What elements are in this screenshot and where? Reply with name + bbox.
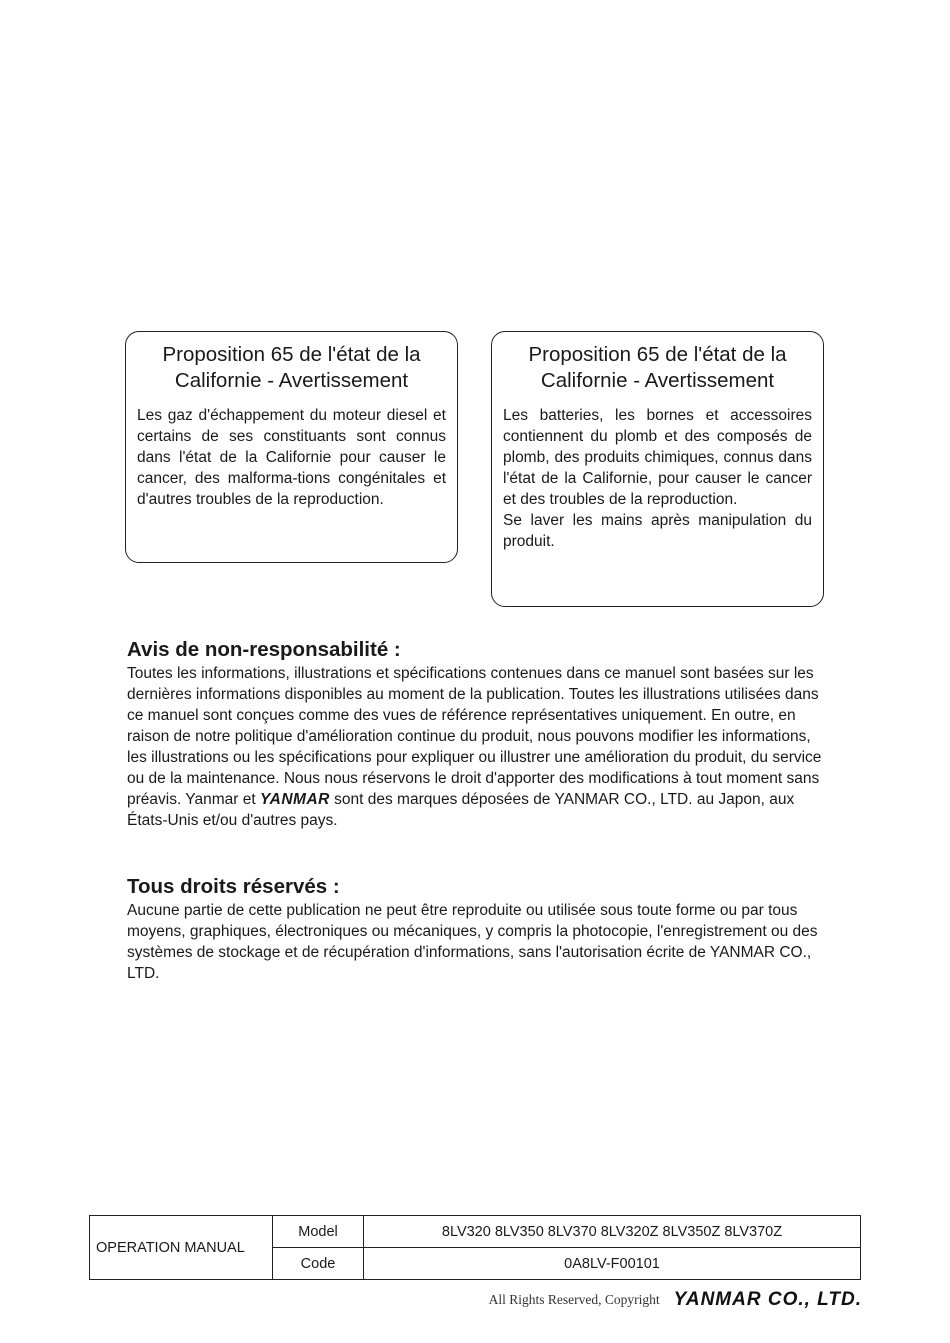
warning-title-line1: Proposition 65 de l'état de la <box>528 343 787 366</box>
disclaimer-section <box>127 637 827 831</box>
code-label-cell: Code <box>273 1248 364 1280</box>
rights-section <box>127 874 827 984</box>
warning-body-paragraph-1: Les batteries, les bornes et accessoires contiennent du plomb et des composés de plomb, des produits chimiques, connus dans l'état de la Californie, pour causer le cancer et des troubles de la reproduction. <box>503 407 812 508</box>
disclaimer-heading: Avis de non-responsabilité : <box>127 638 401 661</box>
warning-title-line2: Californie - Avertissement <box>540 369 775 392</box>
table-row <box>90 1216 861 1248</box>
warning-body-text: Les gaz d'échappement du moteur diesel et certains de ses constituants sont connus dans l'état de la Californie pour causer le cancer, des malforma-tions congénitales et d'autres troubles de la reproduction. <box>137 407 446 508</box>
copyright-text: All Rights Reserved, Copyright <box>488 1292 660 1307</box>
manual-info-table <box>89 1215 861 1280</box>
disclaimer-text-part-2: sont des marques déposées de YANMAR CO., LTD. au Japon, aux États-Unis et/ou d'autres pays. <box>127 791 795 829</box>
warning-body <box>503 405 812 552</box>
warning-title <box>503 342 812 394</box>
rights-heading: Tous droits réservés : <box>127 875 340 898</box>
prop65-warning-box-left <box>125 331 458 563</box>
copyright-footer <box>489 1288 862 1312</box>
yanmar-brand-logo: YANMAR CO., LTD. <box>673 1289 862 1310</box>
warning-title-line2: Californie - Avertissement <box>174 369 409 392</box>
code-value-cell: 0A8LV-F00101 <box>364 1248 861 1280</box>
model-label-cell: Model <box>273 1216 364 1248</box>
rights-text: Aucune partie de cette publication ne peut être reproduite ou utilisée sous toute forme ou par tous moyens, graphiques, électroniques ou mécaniques, y compris la photocopie, l'enregistrement ou des systèmes de stockage et de récupération d'informations, sans l'autorisation écrite de YANMAR CO., LTD. <box>127 902 818 982</box>
warning-body <box>137 405 446 510</box>
warning-title-line1: Proposition 65 de l'état de la <box>162 343 421 366</box>
prop65-warning-box-right <box>491 331 824 607</box>
warning-body-paragraph-2: Se laver les mains après manipulation du produit. <box>503 512 812 550</box>
manual-type-cell: OPERATION MANUAL <box>90 1216 273 1280</box>
yanmar-logo-inline: YANMAR <box>259 791 330 808</box>
warning-title <box>137 342 446 394</box>
disclaimer-text <box>127 663 827 831</box>
model-value-cell: 8LV320 8LV350 8LV370 8LV320Z 8LV350Z 8LV370Z <box>364 1216 861 1248</box>
disclaimer-text-part-1: Toutes les informations, illustrations et spécifications contenues dans ce manuel sont basées sur les dernières informations disponibles au moment de la publication. Toutes les illustrations utilisées dans ce manuel sont conçues comme des vues de référence représentatives uniquement. En outre, en raison de notre politique d'amélioration continue du produit, nous pouvons modifier les informations, les illustrations ou les spécifications pour expliquer ou illustrer une amélioration du produit, du service ou de la maintenance. Nous nous réservons le droit d'apporter des modifications à tout moment sans préavis. Yanmar et <box>127 665 822 808</box>
